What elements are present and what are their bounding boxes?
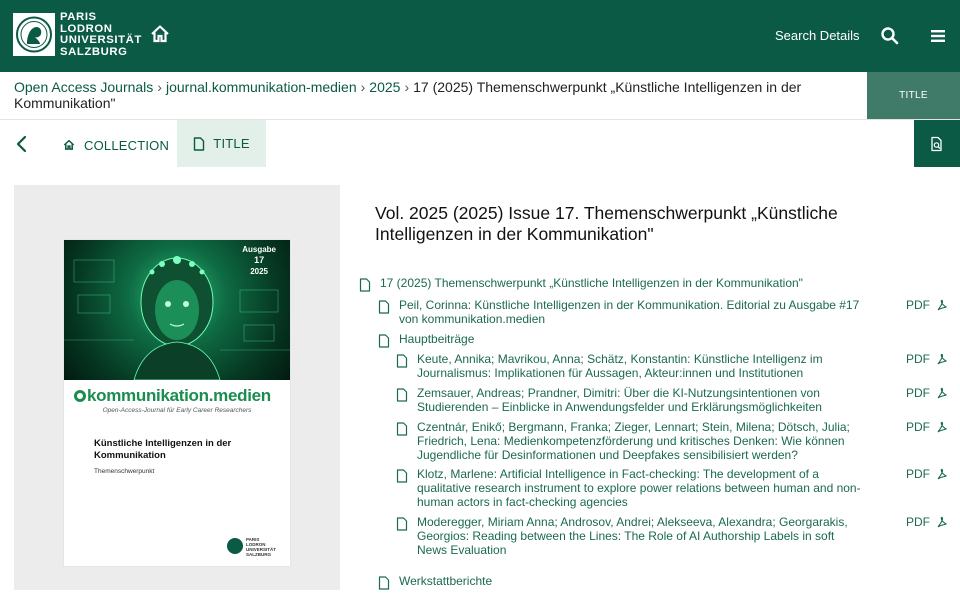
document-icon xyxy=(377,334,391,348)
back-arrow-icon[interactable] xyxy=(12,133,32,155)
toc-item-label[interactable]: Czentnár, Enikő; Bergmann, Franka; Zieger, Lennart; Stein, Milena; Dötsch, Julia; Friedrich, Lena: Medienkompetenzförderung und kritisches Denken: Wie können Jugendliche für Desinformationen und Deepfakes sensibilisiert werden? xyxy=(417,420,850,462)
cover-brand: kommunikation.medien xyxy=(74,386,271,406)
pdf-download-link[interactable] xyxy=(906,352,948,366)
pdf-file-icon xyxy=(936,387,948,399)
document-icon xyxy=(395,469,409,483)
pdf-download-link[interactable] xyxy=(906,298,948,312)
toc-item-label[interactable]: Klotz, Marlene: Artificial Intelligence in Fact-checking: The development of a qualitative research instrument to explore power relations between human and non-human actors in fact-checking agencies xyxy=(417,467,861,509)
volume-title: Vol. 2025 (2025) Issue 17. Themenschwerpunkt „Künstliche Intelligenzen in der Kommunikation" xyxy=(375,203,838,244)
divider xyxy=(0,119,960,120)
toc-item-section[interactable] xyxy=(377,332,948,348)
viewer-search-button[interactable] xyxy=(914,120,960,167)
document-icon xyxy=(358,278,372,292)
pdf-file-icon xyxy=(936,468,948,480)
collection-button[interactable] xyxy=(62,136,169,154)
document-icon xyxy=(377,300,391,314)
breadcrumb-link-year[interactable]: 2025 xyxy=(369,79,401,95)
chevron-right-icon: › xyxy=(157,79,162,95)
pdf-download-link[interactable] xyxy=(906,467,948,481)
home-icon xyxy=(62,138,76,152)
document-icon xyxy=(193,137,205,151)
cover-title: Künstliche Intelligenzen in der Kommunikation xyxy=(94,438,232,461)
pdf-download-link[interactable] xyxy=(906,420,948,434)
chevron-right-icon: › xyxy=(404,79,410,95)
pdf-file-icon xyxy=(936,516,948,528)
document-icon xyxy=(395,388,409,402)
document-icon xyxy=(395,517,409,531)
chevron-right-icon: › xyxy=(360,79,366,95)
toc-item-label[interactable]: Peil, Corinna: Künstliche Intelligenzen in der Kommunikation. Editorial zu Ausgabe #17 von kommunikation.medien xyxy=(399,298,860,326)
hamburger-menu-icon[interactable] xyxy=(928,26,948,46)
document-search-icon xyxy=(929,136,945,152)
toc-item-label[interactable]: 17 (2025) Themenschwerpunkt „Künstliche Intelligenzen in der Kommunikation" xyxy=(380,276,803,290)
toc-item-label[interactable]: Moderegger, Miriam Anna; Androsov, Andrei; Alekseeva, Alexandra; Georgarakis, Georgios: Reading between the Lines: The Role of AI Authorship Labels in soft News Evaluation xyxy=(417,515,848,557)
breadcrumb-current: 17 (2025) Themenschwerpunkt „Künstliche Intelligenzen in der Kommunikation" xyxy=(14,79,802,111)
breadcrumb xyxy=(14,80,844,111)
toc-item-issue[interactable] xyxy=(358,276,948,292)
university-logo[interactable] xyxy=(13,11,142,60)
pdf-file-icon xyxy=(936,353,948,365)
site-header xyxy=(0,0,960,72)
brand-ring-icon xyxy=(74,390,86,402)
toc-item-label[interactable]: Werkstattberichte xyxy=(399,574,493,588)
breadcrumb-link-journal[interactable]: journal.kommunikation-medien xyxy=(165,79,357,95)
document-icon xyxy=(395,354,409,368)
pdf-file-icon xyxy=(936,299,948,311)
pdf-label: PDF xyxy=(906,298,930,312)
journal-cover-image[interactable] xyxy=(64,240,290,566)
pdf-label: PDF xyxy=(906,515,930,529)
toc-item-label[interactable]: Zemsauer, Andreas; Prandner, Dimitri: Über die KI-Nutzungsintentionen von Studierenden – Einblicke in Anwendungsfelder und Erklärungsmöglichkeiten xyxy=(417,386,822,414)
pdf-label: PDF xyxy=(906,420,930,434)
seal-icon xyxy=(227,538,243,554)
pdf-download-link[interactable] xyxy=(906,515,948,529)
pdf-label: PDF xyxy=(906,467,930,481)
logo-text: PARIS LODRON UNIVERSITÄT SALZBURG xyxy=(60,11,142,58)
cover-artwork xyxy=(64,240,290,380)
toc-item-article[interactable] xyxy=(377,298,948,326)
toc-item-article[interactable] xyxy=(395,386,948,414)
toc-item-label[interactable]: Hauptbeiträge xyxy=(399,332,475,346)
cover-university-logo: PARIS LODRON UNIVERSITÄT SALZBURG xyxy=(227,536,282,556)
title-tab[interactable]: TITLE xyxy=(867,72,960,119)
pdf-label: PDF xyxy=(906,352,930,366)
title-label: TITLE xyxy=(213,136,250,151)
seal-icon xyxy=(13,13,55,56)
pdf-label: PDF xyxy=(906,386,930,400)
pdf-download-link[interactable] xyxy=(906,386,948,400)
title-button[interactable] xyxy=(177,120,266,167)
toc-item-section[interactable] xyxy=(377,574,948,590)
toc-item-article[interactable] xyxy=(395,420,948,462)
document-icon xyxy=(395,422,409,436)
search-icon[interactable] xyxy=(880,26,900,46)
cover-subtitle: Open-Access-Journal für Early Career Researchers xyxy=(102,407,252,414)
search-details-link[interactable]: Search Details xyxy=(775,28,860,43)
cover-theme: Themenschwerpunkt xyxy=(94,468,155,475)
breadcrumb-link-journals[interactable]: Open Access Journals xyxy=(14,79,154,95)
cover-issue-badge: Ausgabe 17 2025 xyxy=(242,245,276,276)
toc-item-label[interactable]: Keute, Annika; Mavrikou, Anna; Schätz, Konstantin: Künstliche Intelligenz im Journalismus: Implikationen für Aussagen, Akteur:innen und Institutionen xyxy=(417,352,823,380)
document-icon xyxy=(377,576,391,590)
toc-item-article[interactable] xyxy=(395,515,948,557)
pdf-file-icon xyxy=(936,421,948,433)
toc-item-article[interactable] xyxy=(395,467,948,509)
home-icon[interactable] xyxy=(148,22,172,46)
toc-item-article[interactable] xyxy=(395,352,948,380)
collection-label: COLLECTION xyxy=(84,137,170,153)
